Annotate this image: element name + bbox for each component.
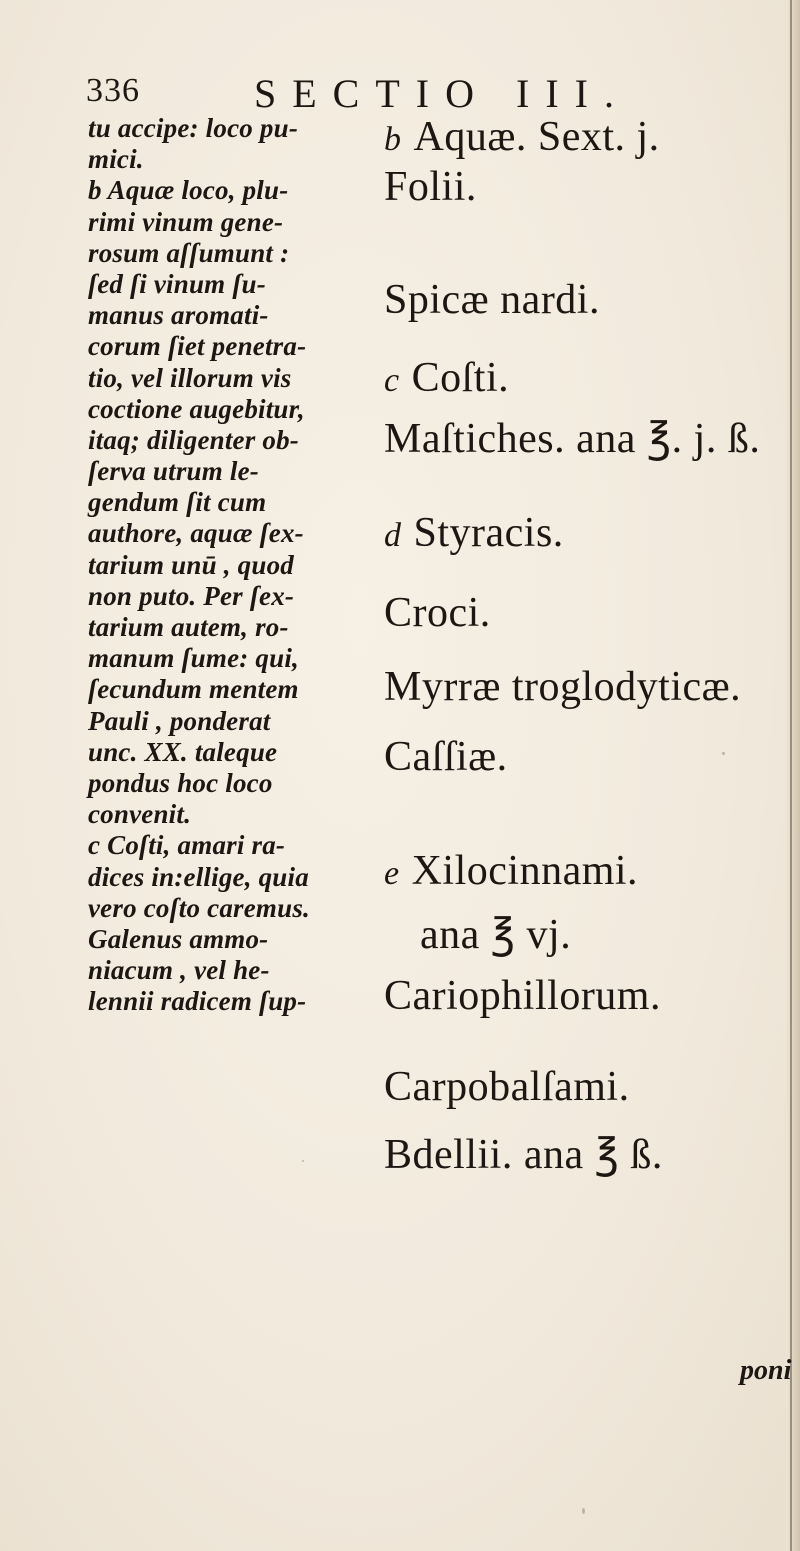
recipe-entry [384,663,741,711]
recipe-entry [384,354,509,402]
commentary-line: rosum aſſumunt : [88,237,290,268]
commentary-line: dices in:ellige, quia [88,861,309,892]
commentary-line: mici. [88,144,144,175]
commentary-line: c Coſti, amari ra- [88,830,286,861]
ingredient-text: Spicæ nardi. [384,277,600,323]
recipe-entry [384,1129,663,1179]
commentary-line: ſed ſi vinum ſu- [88,268,266,299]
commentary-line: unc. XX. taleque [88,736,278,767]
commentary-line: Pauli , ponderat [88,705,271,736]
paper-speck [582,1508,585,1514]
recipe-entry [384,847,638,895]
paper-speck [722,752,725,755]
commentary-line: niacum , vel he- [88,955,270,986]
recipe-entry [384,509,564,557]
commentary-line: lennii radicem ſup- [88,986,307,1017]
page-edge-line [790,0,792,1551]
recipe-entry [384,909,571,959]
recipe-entry [384,733,508,781]
commentary-line: tu accipe: loco pu- [88,113,299,143]
ingredient-text: Caſſiæ. [384,734,508,780]
commentary-line: non puto. Per ſex- [88,580,295,611]
commentary-line: coctione augebitur, [88,393,305,424]
ingredient-text: ana ℥ vj. [420,912,572,958]
commentary-line: tio, vel illorum vis [88,362,292,393]
page-header [86,62,686,116]
commentary-line: authore, aquæ ſex- [88,518,304,549]
commentary-line: ſecundum mentem [88,674,299,705]
commentary-column [88,113,378,1017]
commentary-line: itaq; diligenter ob- [88,424,299,455]
commentary-line: corum ſiet penetra- [88,331,307,362]
recipe-entry [384,113,660,161]
paper-speck [302,1160,304,1162]
ingredient-text: Styracis. [413,510,564,556]
note-marker: e [384,855,400,892]
commentary-line: manum ſume: qui, [88,643,299,674]
ingredient-text: Xilocinnami. [411,848,639,894]
commentary-line: tarium autem, ro- [88,612,289,642]
note-marker: d [384,517,402,554]
commentary-line: ſerva utrum le- [88,456,259,487]
recipe-entry [384,589,491,637]
page-number: 336 [86,72,140,109]
ingredient-text: Croci. [384,590,491,636]
recipe-entry [384,413,760,463]
note-marker: b [384,121,402,158]
recipe-entry [384,972,661,1020]
commentary-line: rimi vinum gene- [88,206,284,237]
page-edge [786,0,800,1551]
ingredient-text: Folii. [384,164,477,210]
ingredient-text: Coſti. [411,355,510,401]
catchword: poni [740,1355,792,1386]
commentary-line: gendum ſit cum [88,487,267,518]
commentary-line: pondus hoc loco [88,767,273,798]
ingredient-text: Carpobalſami. [384,1064,630,1110]
recipe-entry [384,163,477,211]
commentary-line: manus aromati- [88,300,269,331]
note-marker: c [384,362,400,399]
commentary-line: b Aquæ loco, plu- [88,175,289,206]
running-title: SECTIO III. [254,71,630,116]
ingredient-text: Cariophillorum. [384,973,661,1019]
ingredient-text: Bdellii. ana ℥ ß. [384,1132,663,1178]
ingredient-text: Aquæ. Sext. j. [413,114,660,160]
commentary-line: tarium unū , quod [88,549,294,580]
commentary-line: Galenus ammo- [88,923,269,954]
recipe-entry [384,1063,630,1111]
commentary-line: vero coſto caremus. [88,892,311,923]
ingredient-text: Myrræ troglodyticæ. [384,664,742,710]
recipe-entry [384,276,600,324]
commentary-line: convenit. [88,799,192,830]
ingredient-text: Maſtiches. ana ℥. j. ß. [384,416,761,462]
